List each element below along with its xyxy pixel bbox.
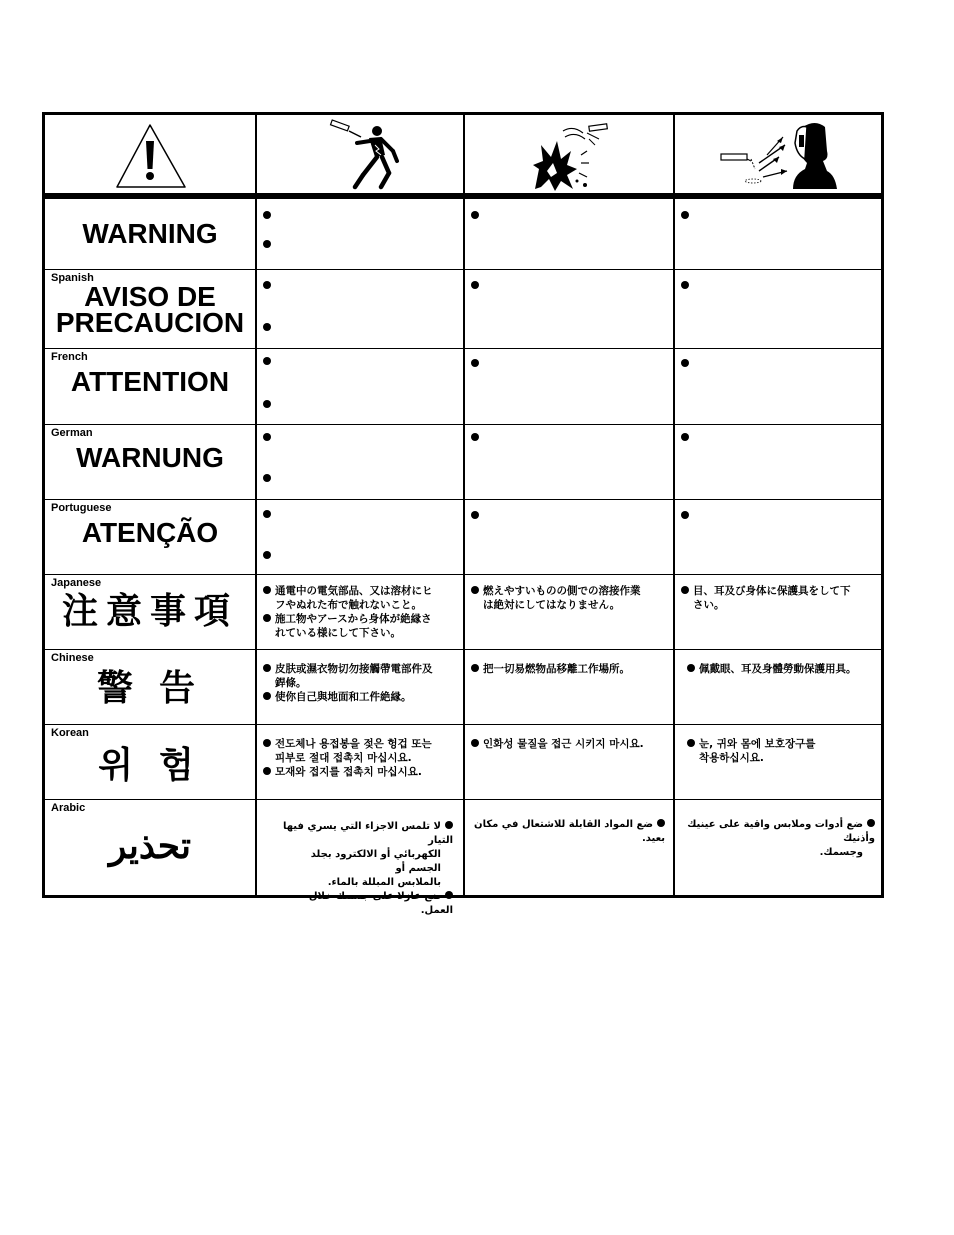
arc-rays-cell — [675, 115, 881, 193]
bullet-icon — [681, 359, 689, 367]
text-line: は絶対にしてはなりません。 — [483, 599, 621, 611]
chinese-rays-cell — [675, 650, 881, 724]
text-line: 使你自己與地面和工件絶縁。 — [275, 691, 412, 703]
text-line: 佩戴眼、耳及身體勞動保護用具。 — [699, 663, 857, 675]
text-line: れている様にして下さい。 — [275, 627, 401, 639]
warning-heading: WARNING — [82, 218, 218, 249]
english-fire-cell — [465, 199, 673, 269]
language-label: Korean — [51, 727, 89, 739]
bullet-icon — [471, 359, 479, 367]
arabic-shock-cell — [257, 800, 463, 916]
electric-shock-cell — [257, 115, 463, 193]
bullet-icon — [263, 211, 271, 219]
arabic-heading: تحذير — [108, 825, 192, 866]
bullet-icon — [263, 357, 271, 365]
text-line: ضع عازلا على جسمك خلال العمل. — [308, 891, 453, 916]
text-line: الكهربائي أو الالكترود بجلد الجسم أو — [310, 849, 441, 874]
text-line: 모재와 접지를 접촉치 마십시요. — [275, 766, 422, 778]
french-rays-cell — [675, 349, 881, 424]
french-heading-cell — [45, 349, 255, 424]
korean-heading-cell — [45, 725, 255, 799]
bullet-icon — [681, 433, 689, 441]
bullet-icon — [471, 511, 479, 519]
bullet-icon — [471, 281, 479, 289]
bullet-icon — [263, 240, 271, 248]
spanish-heading-line2: PRECAUCION — [55, 307, 245, 338]
text-line: 銲條。 — [275, 677, 307, 689]
spanish-shock-cell — [257, 270, 463, 348]
bullet-icon — [263, 510, 271, 518]
text-line: フやぬれた布で触れないこと。 — [275, 599, 422, 611]
korean-rays-cell — [675, 725, 881, 799]
portuguese-heading: ATENÇÃO — [81, 517, 219, 548]
text-line: 눈, 귀와 몸에 보호장구를 — [699, 738, 816, 750]
arabic-fire-text — [471, 818, 665, 846]
text-line: لا تلمس الاجزاء التي يسري فيها التيار — [282, 821, 453, 846]
korean-shock-text — [263, 737, 457, 779]
portuguese-rays-cell — [675, 500, 881, 574]
arabic-fire-cell — [465, 800, 673, 895]
text-line: 目、耳及び身体に保護具をして下 — [693, 585, 851, 597]
japanese-shock-text — [263, 584, 457, 640]
text-line: さい。 — [693, 599, 725, 611]
korean-shock-cell — [257, 725, 463, 799]
bullet-icon — [263, 400, 271, 408]
arabic-heading-cell — [45, 800, 255, 895]
japanese-heading: 注意事項 — [61, 590, 238, 631]
bullet-icon — [263, 586, 271, 594]
chinese-shock-cell — [257, 650, 463, 724]
bullet-icon — [263, 739, 271, 747]
text-line: 通電中の電気部品、又は溶材にヒ — [275, 585, 433, 597]
bullet-icon — [263, 767, 271, 775]
bullet-icon — [445, 891, 453, 899]
bullet-icon — [263, 614, 271, 622]
spanish-rays-cell — [675, 270, 881, 348]
text-line: 인화성 물질을 접근 시키지 마시요. — [483, 738, 644, 750]
german-heading-cell — [45, 425, 255, 499]
bullet-icon — [263, 323, 271, 331]
japanese-shock-cell — [257, 575, 463, 649]
bullet-icon — [263, 664, 271, 672]
bullet-icon — [445, 821, 453, 829]
language-label: Chinese — [51, 652, 94, 664]
fire-explosion-icon — [465, 115, 673, 193]
spanish-heading-line1: AVISO DE — [84, 281, 216, 312]
language-label: Spanish — [51, 272, 94, 284]
language-label: Arabic — [51, 802, 86, 814]
japanese-rays-cell — [675, 575, 881, 649]
bullet-icon — [681, 281, 689, 289]
spanish-heading-cell — [45, 270, 255, 348]
bullet-icon — [471, 586, 479, 594]
german-rays-cell — [675, 425, 881, 499]
bullet-icon — [681, 211, 689, 219]
bullet-icon — [657, 819, 665, 827]
arabic-rays-text — [681, 818, 875, 860]
japanese-fire-cell — [465, 575, 673, 649]
warning-triangle-cell — [45, 115, 255, 193]
bullet-icon — [263, 474, 271, 482]
arabic-rays-cell — [675, 800, 881, 895]
chinese-shock-text — [263, 662, 457, 704]
text-line: 燃えやすいものの側での溶接作業 — [483, 585, 641, 597]
bullet-icon — [471, 739, 479, 747]
bullet-icon — [681, 511, 689, 519]
text-line: 전도체나 용접봉을 젖은 헝겁 또는 — [275, 738, 432, 750]
language-label: Portuguese — [51, 502, 112, 514]
portuguese-fire-cell — [465, 500, 673, 574]
fire-explosion-cell — [465, 115, 673, 193]
text-line: 把一切易燃物品移離工作場所。 — [483, 663, 630, 675]
portuguese-shock-cell — [257, 500, 463, 574]
bullet-icon — [471, 664, 479, 672]
arabic-shock-text — [277, 820, 453, 918]
text-line: 피부로 절대 접촉치 마십시요. — [275, 752, 412, 764]
bullet-icon — [687, 739, 695, 747]
chinese-heading-cell — [45, 650, 255, 724]
english-heading-cell — [45, 199, 255, 269]
spanish-fire-cell — [465, 270, 673, 348]
chinese-fire-cell — [465, 650, 673, 724]
text-line: وجسمك. — [819, 847, 863, 858]
french-heading: ATTENTION — [70, 366, 230, 397]
english-shock-cell — [257, 199, 463, 269]
chinese-rays-text — [687, 662, 875, 676]
bullet-icon — [867, 819, 875, 827]
japanese-rays-text — [681, 584, 875, 612]
german-heading: WARNUNG — [76, 442, 224, 473]
electric-shock-icon — [257, 115, 463, 193]
language-label: French — [51, 351, 88, 363]
german-shock-cell — [257, 425, 463, 499]
bullet-icon — [263, 551, 271, 559]
bullet-icon — [263, 692, 271, 700]
korean-fire-text — [471, 737, 667, 751]
chinese-fire-text — [471, 662, 667, 676]
language-label: Japanese — [51, 577, 102, 589]
japanese-heading-cell — [45, 575, 255, 649]
arc-rays-face-shield-icon — [675, 115, 881, 193]
text-line: 착용하십시요. — [699, 752, 764, 764]
japanese-fire-text — [471, 584, 667, 612]
portuguese-heading-cell — [45, 500, 255, 574]
french-fire-cell — [465, 349, 673, 424]
bullet-icon — [687, 664, 695, 672]
bullet-icon — [471, 433, 479, 441]
bullet-icon — [263, 433, 271, 441]
korean-fire-cell — [465, 725, 673, 799]
bullet-icon — [681, 586, 689, 594]
french-shock-cell — [257, 349, 463, 424]
text-line: بالملابس المبللة بالماء. — [327, 877, 441, 888]
korean-heading: 위 험 — [98, 744, 202, 785]
language-label: German — [51, 427, 93, 439]
multilingual-warning-table — [42, 112, 884, 916]
text-line: ضع أدوات وملابس واقية على عينيك وأذنيك — [687, 819, 875, 844]
text-line: 施工物やアースから身体が絶縁さ — [275, 613, 432, 625]
german-fire-cell — [465, 425, 673, 499]
warning-triangle-icon — [45, 115, 255, 193]
bullet-icon — [263, 281, 271, 289]
bullet-icon — [471, 211, 479, 219]
text-line: 皮肤或濕衣物切勿接觸帶電部件及 — [275, 663, 433, 675]
korean-rays-text — [687, 737, 875, 765]
english-rays-cell — [675, 199, 881, 269]
chinese-heading: 警 告 — [96, 667, 203, 708]
text-line: ضع المواد القابلة للاشتعال في مكان بعيد. — [474, 819, 665, 844]
